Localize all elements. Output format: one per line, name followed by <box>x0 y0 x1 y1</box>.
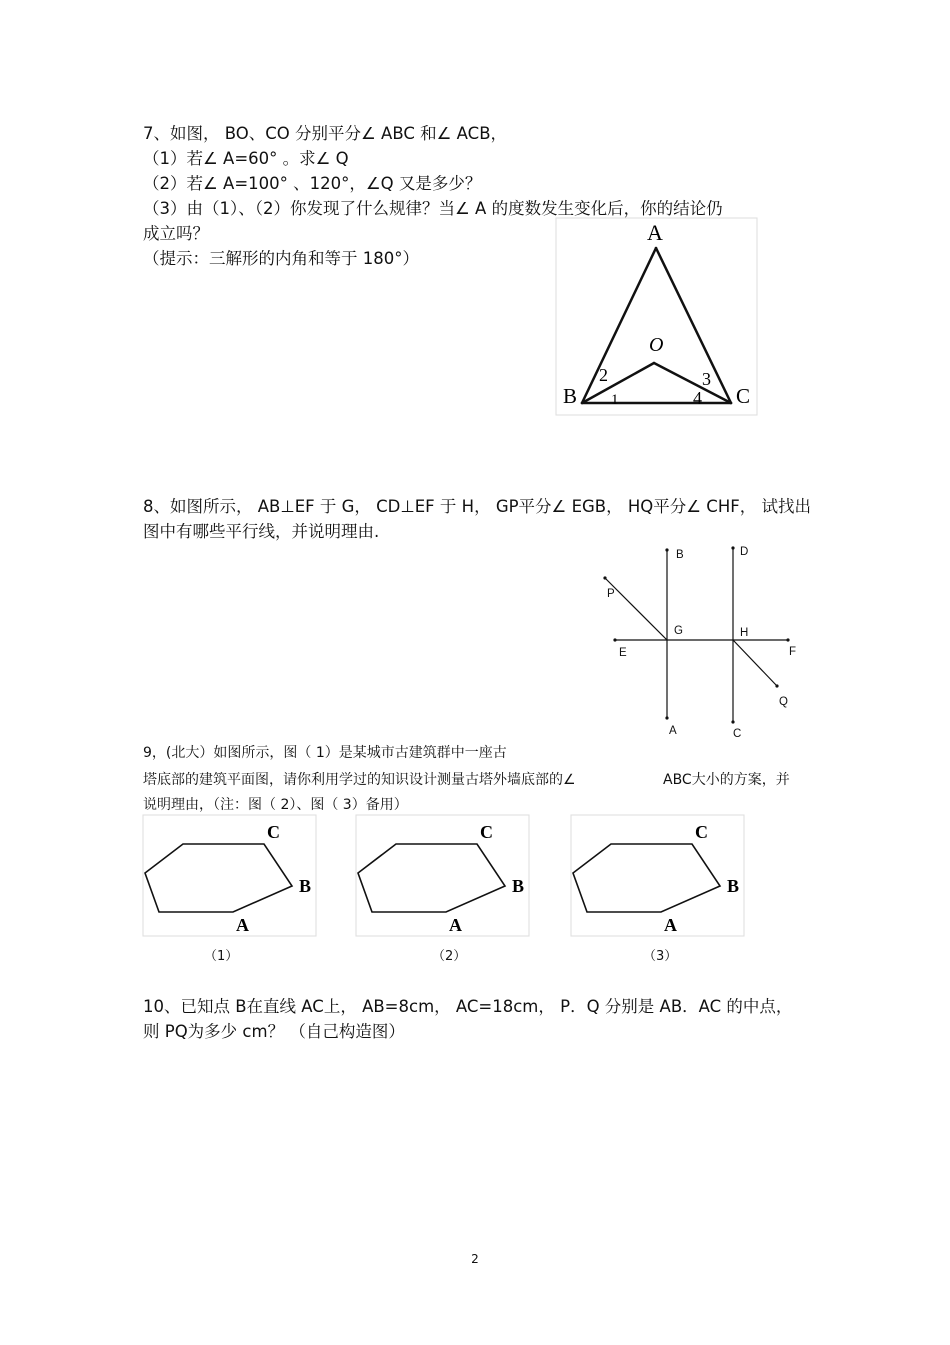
label-a: A <box>647 220 663 245</box>
page-number: 2 <box>471 1252 479 1266</box>
q7-line-1: 7、如图， BO、CO 分别平分∠ ABC 和∠ ACB， <box>143 124 508 143</box>
q9-line-2b: ABC大小的方案，并 <box>663 772 790 788</box>
label-c: C <box>695 822 708 842</box>
q7-line-3: （2）若∠ A=100° 、120°，∠Q 又是多少？ <box>143 174 482 193</box>
q9-caption-2: （2） <box>432 949 467 964</box>
label-angle-1: 1 <box>611 392 619 408</box>
label-e: E <box>619 647 627 659</box>
label-a: A <box>664 915 677 935</box>
q7-triangle-figure <box>555 215 760 420</box>
label-h: H <box>740 627 749 639</box>
label-b: B <box>676 549 684 561</box>
q7-line-2: （1）若∠ A=60° 。求∠ Q <box>143 149 349 168</box>
q7-line-4: （3）由（1）、（2）你发现了什么规律？当∠ A 的度数发生变化后，你的结论仍 <box>143 199 723 218</box>
label-g: G <box>674 625 683 637</box>
label-b: B <box>563 384 578 408</box>
q9-hexagon-figure-1 <box>142 814 318 938</box>
label-b: B <box>299 876 312 896</box>
label-b: B <box>727 876 740 896</box>
label-a: A <box>449 915 462 935</box>
side-ab <box>582 248 656 403</box>
label-p: P <box>607 588 615 600</box>
q9-caption-1: （1） <box>204 949 239 964</box>
label-o: O <box>649 334 664 356</box>
q7-line-6: （提示：三解形的内角和等于 180°） <box>143 249 419 268</box>
label-q: Q <box>779 696 788 708</box>
label-a: A <box>669 725 677 737</box>
hexagon-outline <box>573 844 720 912</box>
label-a: A <box>236 915 249 935</box>
side-ac <box>656 248 731 403</box>
label-angle-3: 3 <box>702 369 711 389</box>
label-c: C <box>480 822 493 842</box>
ray-hq <box>733 640 777 686</box>
label-angle-4: 4 <box>693 388 702 408</box>
label-f: F <box>789 646 797 658</box>
label-c: C <box>267 822 280 842</box>
label-d: D <box>740 546 749 558</box>
q8-line-1: 8、如图所示， AB⊥EF 于 G， CD⊥EF 于 H， GP平分∠ EGB， HQ平分∠ CHF， 试找出 <box>143 497 811 516</box>
q9-line-3: 说明理由，（注：图（ 2）、图（ 3）备用） <box>143 797 408 813</box>
q8-line-2: 图中有哪些平行线，并说明理由. <box>143 522 380 541</box>
q9-hexagon-figure-3 <box>570 814 746 938</box>
label-c: C <box>736 384 751 408</box>
q10-line-2: 则 PQ为多少 cm？ （自己构造图） <box>143 1022 405 1041</box>
q7-line-5: 成立吗？ <box>143 224 209 243</box>
q10-line-1: 10、已知点 B在直线 AC上， AB=8cm， AC=18cm， P．Q 分别是 AB．AC 的中点， <box>143 997 793 1016</box>
label-c: C <box>733 728 742 740</box>
q9-hexagon-figure-2 <box>355 814 531 938</box>
label-b: B <box>512 876 525 896</box>
q9-line-2a: 塔底部的建筑平面图，请你利用学过的知识设计测量古塔外墙底部的∠ <box>143 772 576 788</box>
q9-line-1: 9，(北大）如图所示，图（ 1）是某城市古建筑群中一座古 <box>143 745 507 761</box>
q8-perpendicular-figure <box>595 540 815 745</box>
hexagon-outline <box>145 844 292 912</box>
hexagon-outline <box>358 844 505 912</box>
label-angle-2: 2 <box>599 365 608 385</box>
q9-caption-3: （3） <box>643 949 678 964</box>
